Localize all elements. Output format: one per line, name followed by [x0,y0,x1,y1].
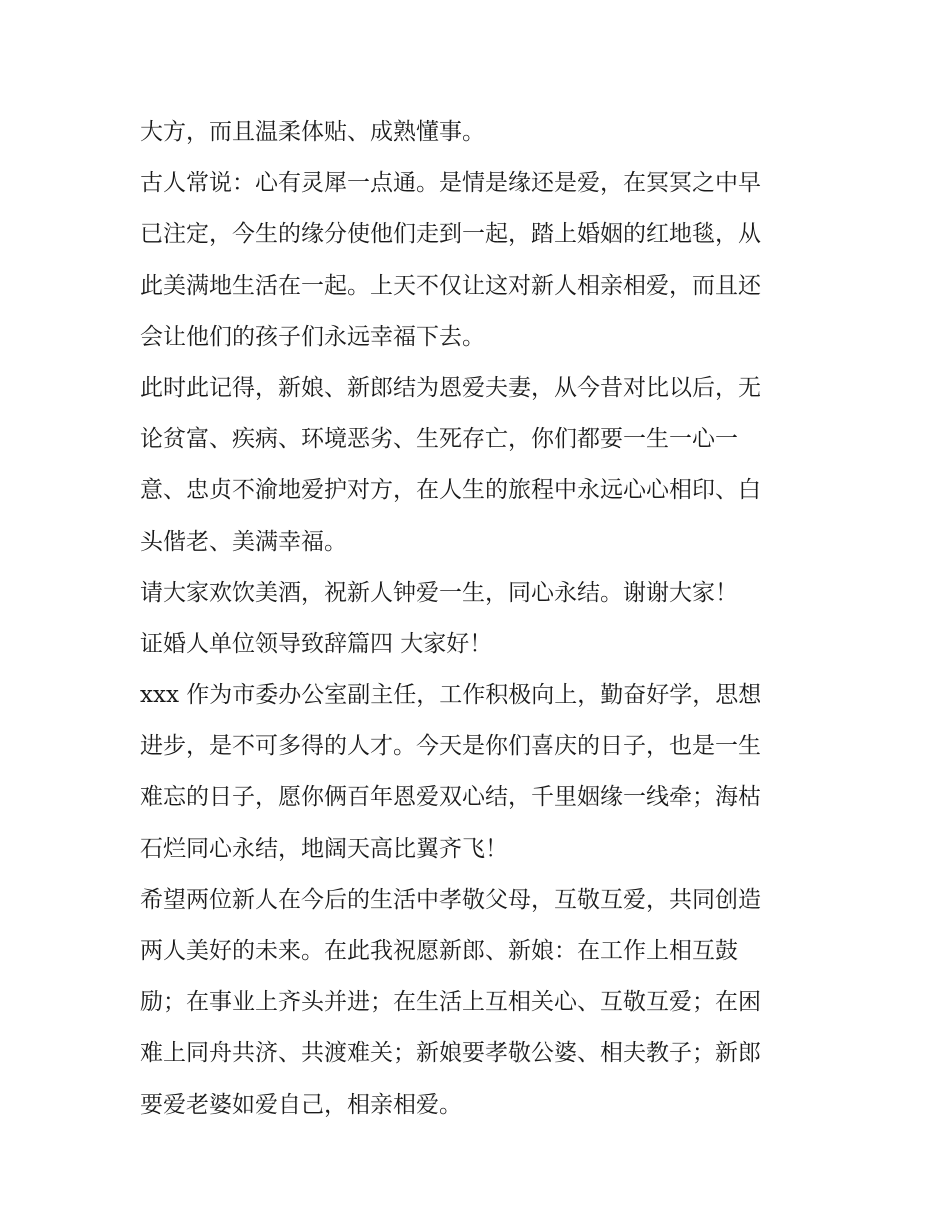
text-line: 难上同舟共济、共渡难关；新娘要孝敬公婆、相夫教子；新郎 [140,1040,761,1067]
text-line: 古人常说：心有灵犀一点通。是情是缘还是爱，在冥冥之中早 [140,170,761,197]
text-line: xxx 作为市委办公室副主任，工作积极向上，勤奋好学，思想 [140,682,762,709]
text-line: 此美满地生活在一起。上天不仅让这对新人相亲相爱，而且还 [140,272,761,299]
document-body [140,107,820,1131]
text-line: 会让他们的孩子们永远幸福下去。 [140,323,485,350]
text-line: 石烂同心永结，地阔天高比翼齐飞！ [140,835,508,862]
text-line: 希望两位新人在今后的生活中孝敬父母，互敬互爱，共同创造 [140,886,761,913]
text-line: 难忘的日子，愿你俩百年恩爱双心结，千里姻缘一线牵；海枯 [140,784,761,811]
text-line: 两人美好的未来。在此我祝愿新郎、新娘：在工作上相互鼓 [140,938,738,964]
text-line: 励；在事业上齐头并进；在生活上互相关心、互敬互爱；在困 [140,989,761,1016]
text-line: 要爱老婆如爱自己，相亲相爱。 [140,1091,462,1118]
text-line: 进步，是不可多得的人才。今天是你们喜庆的日子，也是一生 [140,733,761,760]
text-line: 请大家欢饮美酒，祝新人钟爱一生，同心永结。谢谢大家！ [140,579,738,606]
text-line: 论贫富、疾病、环境恶劣、生死存亡，你们都要一生一心一 [140,426,738,453]
text-line: 意、忠贞不渝地爱护对方，在人生的旅程中永远心心相印、白 [140,477,761,504]
text-line: 此时此记得，新娘、新郎结为恩爱夫妻，从今昔对比以后，无 [140,374,761,401]
text-line: 已注定，今生的缘分使他们走到一起，踏上婚姻的红地毯，从 [140,221,761,248]
text-line: 大方，而且温柔体贴、成熟懂事。 [140,119,485,145]
section-heading-line: 证婚人单位领导致辞篇四 大家好！ [140,630,493,657]
text-line: 头偕老、美满幸福。 [140,528,347,555]
